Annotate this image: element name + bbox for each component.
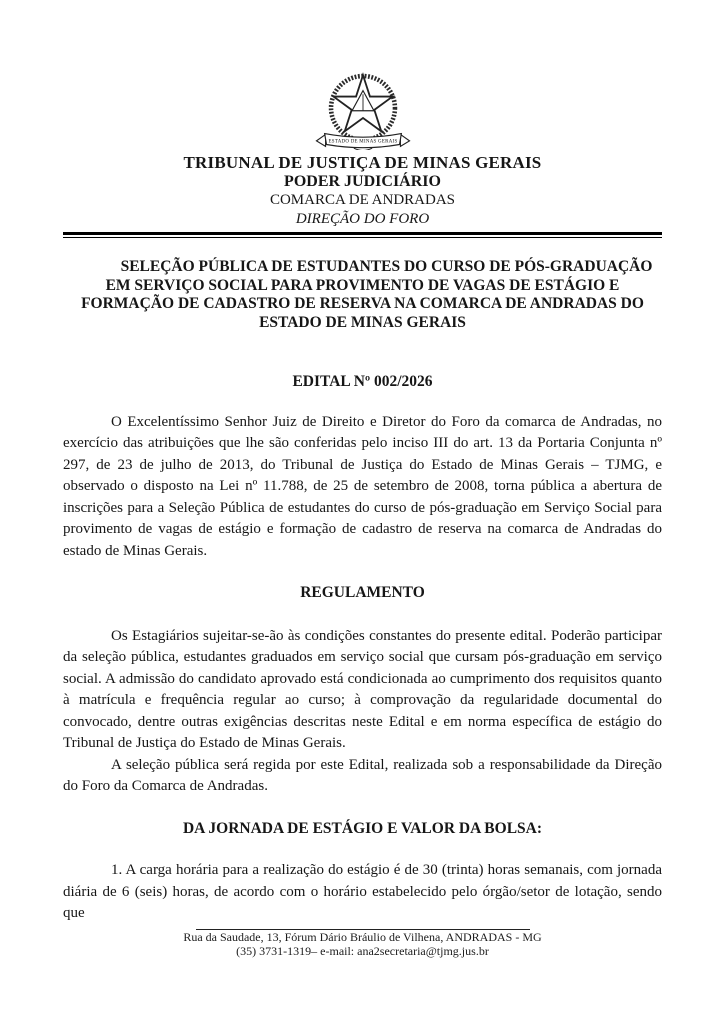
section-heading-regulamento: REGULAMENTO xyxy=(300,584,425,601)
ribbon-tail-left-icon xyxy=(316,134,325,146)
jornada-paragraph-1: 1. A carga horária para a realização do estágio é de 30 (trinta) horas semanais, com jornada diária de 6 (seis) horas, de acordo com o horário estabelecido pelo órgão/setor de lotação, sendo que xyxy=(63,862,662,921)
edital-title: SELEÇÃO PÚBLICA DE ESTUDANTES DO CURSO DE PÓS-GRADUAÇÃO EM SERVIÇO SOCIAL PARA PROVIMENTO DE VAGAS DE ESTÁGIO E FORMAÇÃO DE CADASTRO DE RESERVA NA COMARCA DE ANDRADAS DO ESTADO DE MINAS GERAIS xyxy=(81,258,653,331)
bow-icon xyxy=(353,148,371,150)
intro-paragraph: O Excelentíssimo Senhor Juiz de Direito e Diretor do Foro da comarca de Andradas, no exercício das atribuições que lhe são conferidas pelo inciso III do art. 13 da Portaria Conjunta nº 297, de 23 de julho de 2013, do Tribunal de Justiça do Estado de Minas Gerais – TJMG, e observado o disposto na Lei nº 11.788, de 25 de setembro de 2008, torna pública a abertura de inscrições para a Seleção Pública de estudantes do curso de pós-graduação em Serviço Social para provimento de vagas de estágio e formação de cadastro de reserva na comarca de Andradas do estado de Minas Gerais. xyxy=(63,413,662,559)
document-body xyxy=(63,258,662,925)
regulamento-paragraph-1: Os Estagiários sujeitar-se-ão às condições constantes do presente edital. Poderão participar da seleção pública, estudantes graduados em serviço social que cursam pós-graduação em serviço social. A admissão do candidato aprovado está condicionada ao cumprimento dos requisitos quanto à matrícula e frequência regular ao curso; à comprovação da regularidade documental do convocado, dentre outras exigências descritas neste Edital e em norma específica de estágio do Tribunal de Justiça do Estado de Minas Gerais. xyxy=(63,627,662,751)
section-heading-jornada: DA JORNADA DE ESTÁGIO E VALOR DA BOLSA: xyxy=(182,819,543,837)
seal-banner-text: ESTADO DE MINAS GERAIS xyxy=(328,139,397,145)
footer-address: Rua da Saudade, 13, Fórum Dário Bráulio de Vilhena, ANDRADAS - MG xyxy=(183,930,542,944)
minas-gerais-coat-of-arms-icon xyxy=(305,66,421,150)
header-division: DIREÇÃO DO FORO xyxy=(295,210,430,227)
header-comarca: COMARCA DE ANDRADAS xyxy=(269,192,456,208)
header-org-name: TRIBUNAL DE JUSTIÇA DE MINAS GERAIS xyxy=(183,153,542,172)
regulamento-paragraph-2: A seleção pública será regida por este Edital, realizada sob a responsabilidade da Direção do Foro da Comarca de Andradas. xyxy=(63,756,662,794)
document-footer xyxy=(0,929,725,958)
footer-contact: (35) 3731-1319– e-mail: ana2secretaria@tjmg.jus.br xyxy=(236,943,489,958)
header-branch: PODER JUDICIÁRIO xyxy=(284,172,441,190)
header-rule-divider xyxy=(63,232,662,238)
edital-number: EDITAL Nº 002/2026 xyxy=(292,373,433,390)
document-header xyxy=(63,66,662,238)
ribbon-tail-right-icon xyxy=(400,134,409,146)
